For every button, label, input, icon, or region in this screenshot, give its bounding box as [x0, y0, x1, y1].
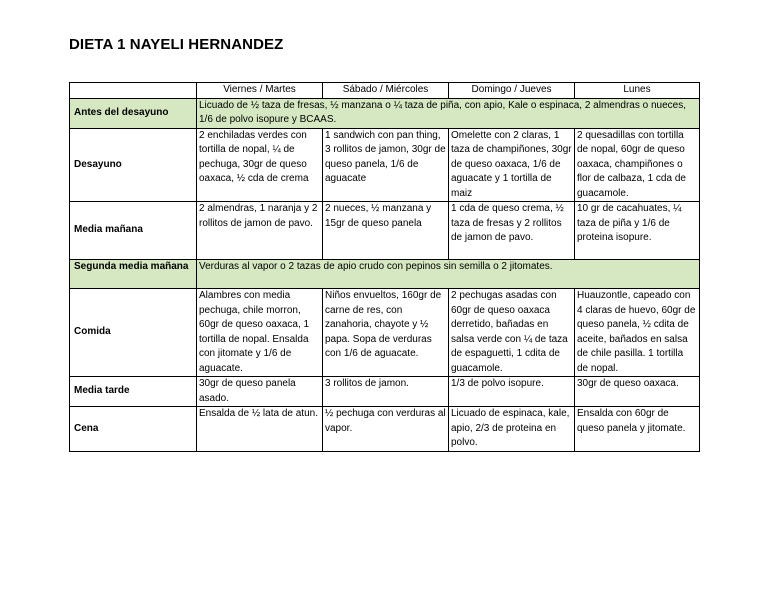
header-cell-viernes-martes: Viernes / Martes — [197, 83, 323, 99]
table-cell: 3 rollitos de jamon. — [323, 377, 449, 407]
row-label: Media tarde — [70, 377, 197, 407]
table-cell: 1/3 de polvo isopure. — [449, 377, 575, 407]
table-cell: 2 enchiladas verdes con tortilla de nopal, ¼ de pechuga, 30gr de queso oaxaca, ½ cda de crema — [197, 128, 323, 202]
table-row — [70, 98, 700, 128]
table-cell: Ensalda con 60gr de queso panela y jitomate. — [575, 407, 700, 452]
row-label: Cena — [70, 407, 197, 452]
table-cell: 30gr de queso panela asado. — [197, 377, 323, 407]
table-row — [70, 202, 700, 260]
table-row — [70, 289, 700, 377]
row-label: Media mañana — [70, 202, 197, 260]
table-cell: 1 sandwich con pan thing, 3 rollitos de jamon, 30gr de queso panela, 1/6 de aguacate — [323, 128, 449, 202]
table-cell: 2 nueces, ½ manzana y 15gr de queso panela — [323, 202, 449, 260]
header-cell-lunes: Lunes — [575, 83, 700, 99]
table-cell: 30gr de queso oaxaca. — [575, 377, 700, 407]
table-cell: Licuado de espinaca, kale, apio, 2/3 de proteina en polvo. — [449, 407, 575, 452]
header-cell-empty — [70, 83, 197, 99]
table-cell: 2 almendras, 1 naranja y 2 rollitos de jamon de pavo. — [197, 202, 323, 260]
row-label: Comida — [70, 289, 197, 377]
diet-table — [69, 82, 700, 452]
table-cell: Omelette con 2 claras, 1 taza de champiñones, 30gr de queso oaxaca, 1/6 de aguacate y 1 tortilla de maiz — [449, 128, 575, 202]
table-row — [70, 260, 700, 289]
document-title: DIETA 1 NAYELI HERNANDEZ — [69, 36, 284, 53]
header-cell-sabado-miercoles: Sábado / Miércoles — [323, 83, 449, 99]
table-cell: 1 cda de queso crema, ½ taza de fresas y 2 rollitos de jamon de pavo. — [449, 202, 575, 260]
table-cell: Huauzontle, capeado con 4 claras de huevo, 60gr de queso panela, ½ cdita de aceite, bañados en salsa de chile pasilla. 1 tortilla de nopal. — [575, 289, 700, 377]
table-cell: 2 pechugas asadas con 60gr de queso oaxaca derretido, bañadas en salsa verde con ¼ de taza de espaguetti, 1 cdita de guacamole. — [449, 289, 575, 377]
table-row — [70, 128, 700, 202]
header-row — [70, 83, 700, 99]
row-label: Segunda media mañana — [70, 260, 197, 289]
merged-cell: Verduras al vapor o 2 tazas de apio crudo con pepinos sin semilla o 2 jitomates. — [197, 260, 700, 289]
merged-cell: Licuado de ½ taza de fresas, ½ manzana o ¼ taza de piña, con apio, Kale o espinaca, 2 almendras o nueces, 1/6 de polvo isopure y BCAAS. — [197, 98, 700, 128]
table-cell: 10 gr de cacahuates, ¼ taza de piña y 1/6 de proteina isopure. — [575, 202, 700, 260]
table-row — [70, 407, 700, 452]
row-label: Antes del desayuno — [70, 98, 197, 128]
table-row — [70, 377, 700, 407]
table-cell: 2 quesadillas con tortilla de nopal, 60gr de queso oaxaca, champiñones o flor de calbaza, 1 cda de guacamole. — [575, 128, 700, 202]
header-cell-domingo-jueves: Domingo / Jueves — [449, 83, 575, 99]
table-cell: Niños envueltos, 160gr de carne de res, con zanahoria, chayote y ½ papa. Sopa de verduras con 1/6 de aguacate. — [323, 289, 449, 377]
table-cell: Alambres con media pechuga, chile morron, 60gr de queso oaxaca, 1 tortilla de nopal. Ensalda con jitomate y 1/6 de aguacate. — [197, 289, 323, 377]
row-label: Desayuno — [70, 128, 197, 202]
table-cell: Ensalda de ½ lata de atun. — [197, 407, 323, 452]
table-cell: ½ pechuga con verduras al vapor. — [323, 407, 449, 452]
